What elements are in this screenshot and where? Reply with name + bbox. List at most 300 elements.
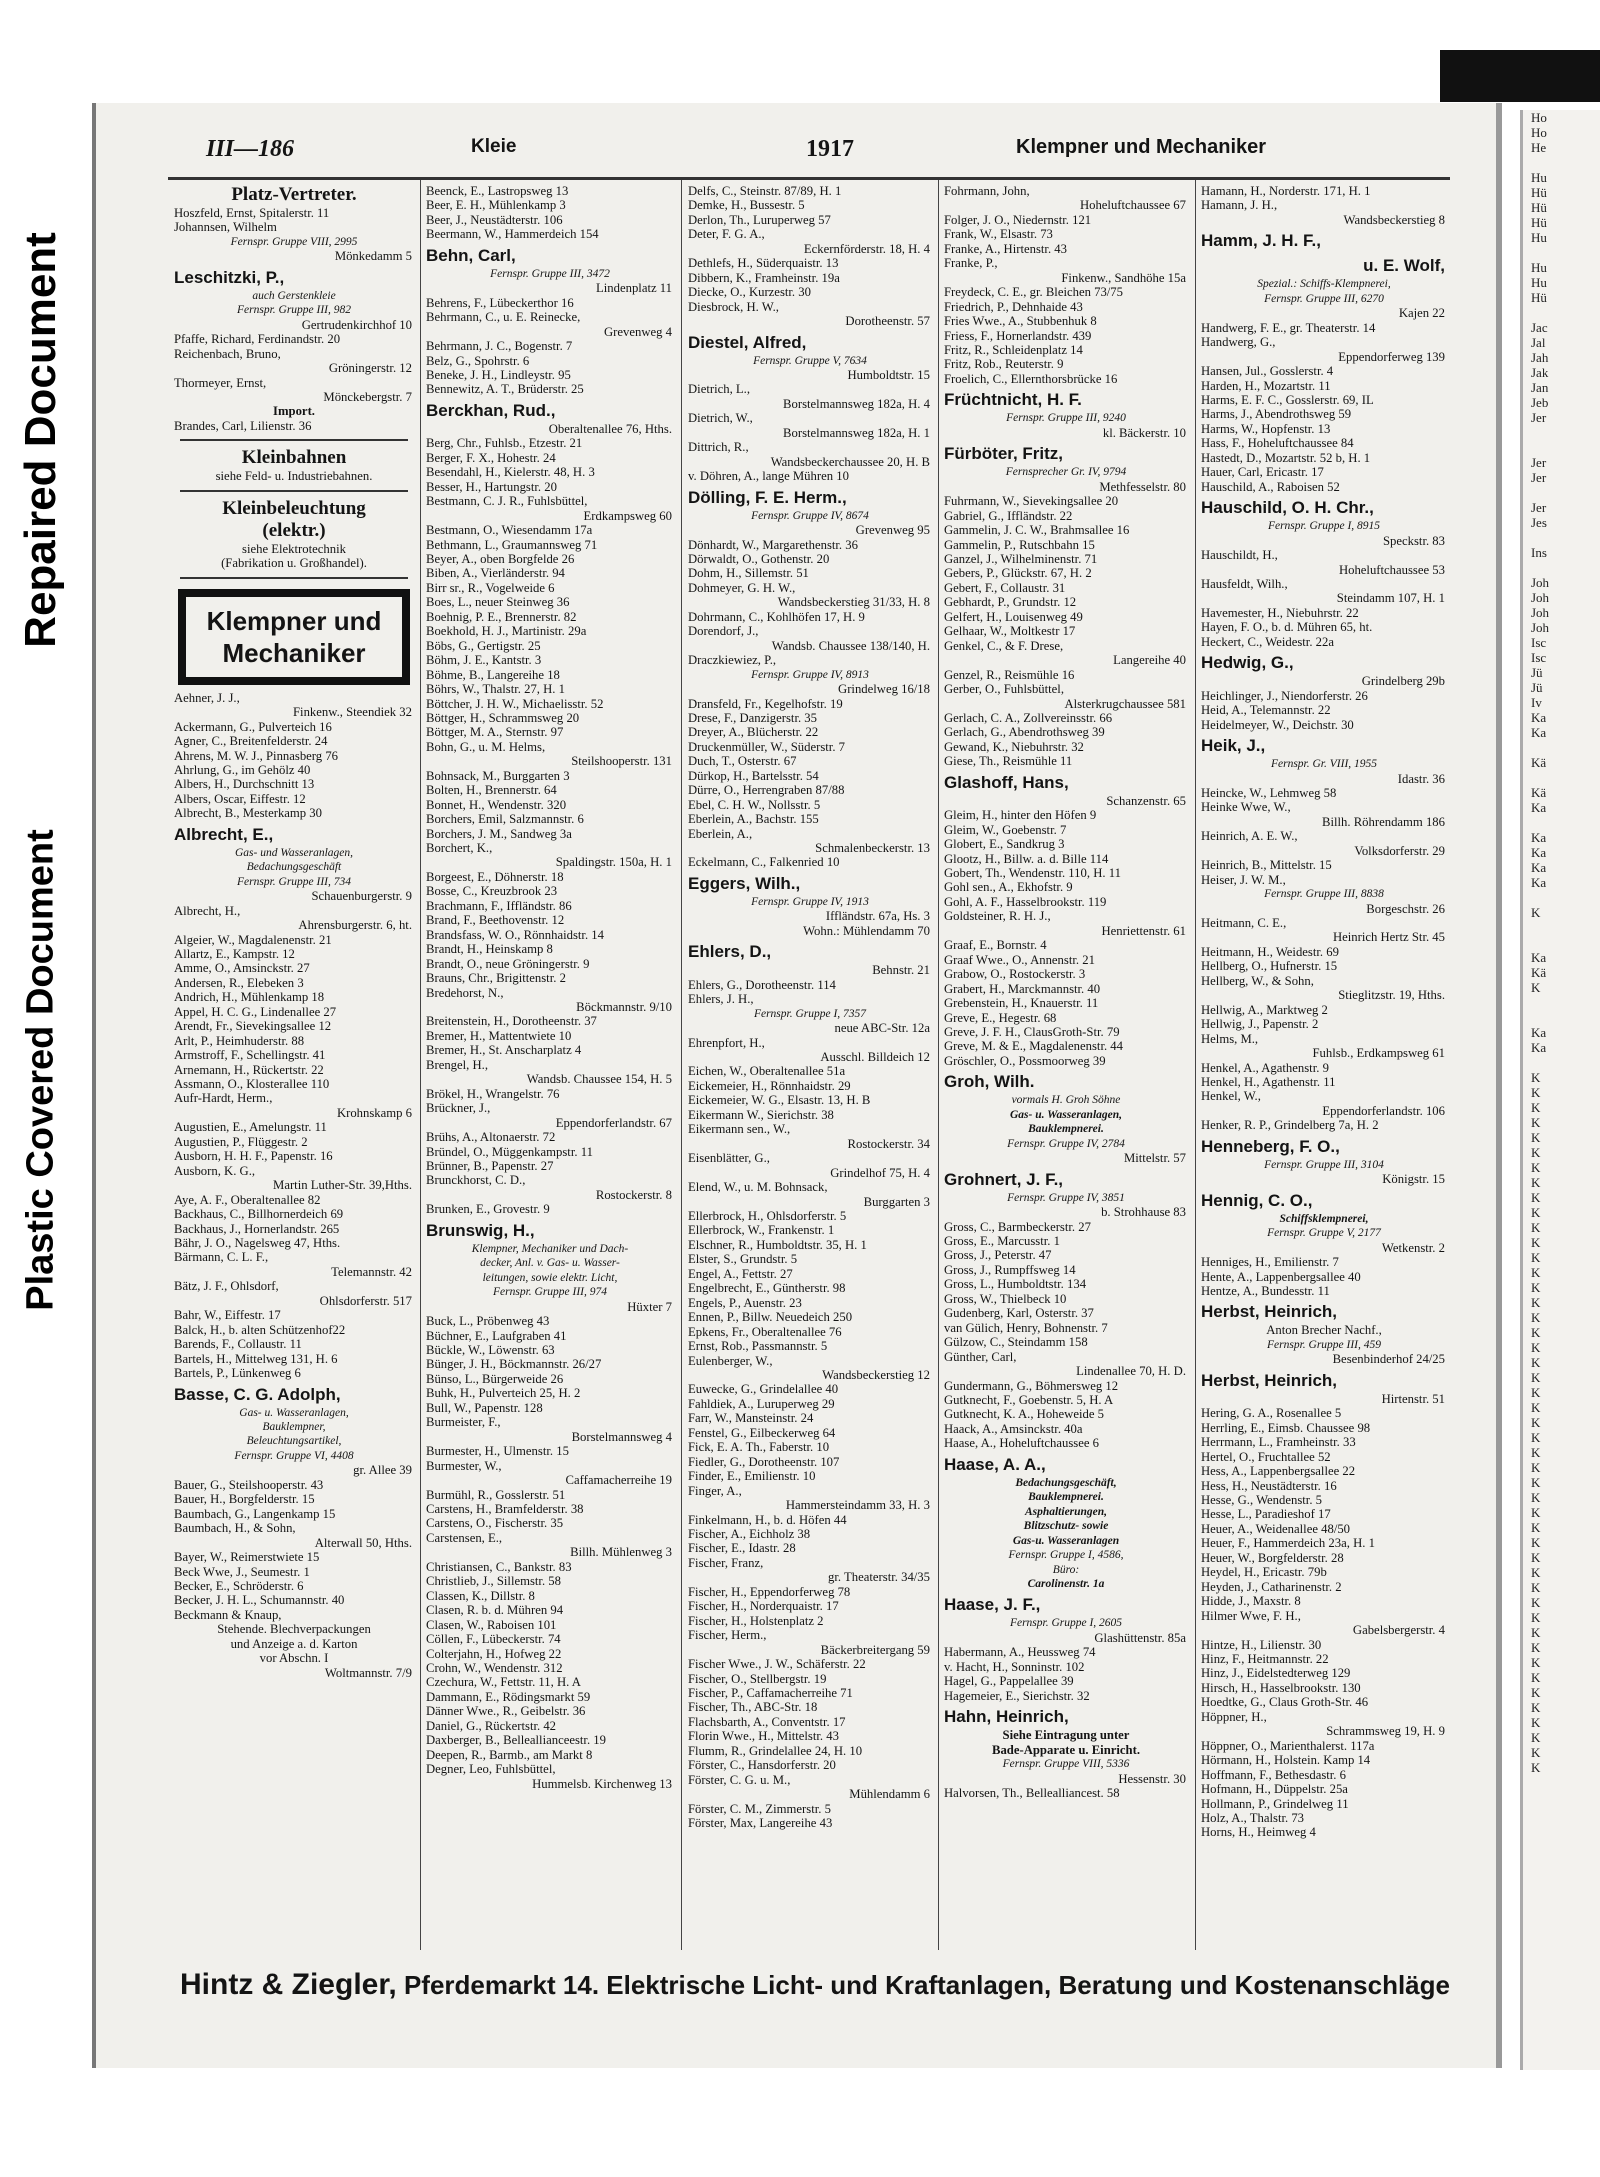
directory-entry: Brandes, Carl, Lilienstr. 36 (174, 418, 312, 433)
directory-entry: Brachmann, F., Iffländstr. 86 (426, 898, 572, 913)
directory-entry: Ernst, Rob., Passmannstr. 5 (688, 1339, 828, 1354)
directory-entry: Mühlendamm 6 (849, 1787, 930, 1802)
adjacent-page-fragment: Joh (1531, 605, 1550, 620)
directory-entry: Colterjahn, H., Hofweg 22 (426, 1646, 562, 1661)
directory-entry: Behrmann, C., u. E. Reinecke, (426, 310, 581, 325)
directory-entry: Hering, G. A., Rosenallee 5 (1201, 1406, 1342, 1421)
directory-entry: Brand, F., Beethovenstr. 12 (426, 913, 565, 928)
directory-entry: Fernspr. Gr. VIII, 1955 (1270, 758, 1378, 771)
directory-entry: Fernspr. Gruppe VI, 4408 (234, 1449, 354, 1462)
directory-entry: Friedrich, P., Dehnhaide 43 (944, 299, 1083, 314)
directory-entry: Harms, W., Hopfenstr. 13 (1201, 421, 1331, 436)
adjacent-page-fragment: Jü (1531, 665, 1543, 680)
adjacent-page-fragment: Ka (1531, 710, 1547, 725)
directory-entry: Fernspr. Gruppe III, 974 (492, 1286, 608, 1299)
directory-entry: Höppner, H., (1201, 1709, 1267, 1724)
directory-entry: siehe Feld- u. Industriebahnen. (215, 469, 373, 484)
directory-entry: Martin Luther-Str. 39,Hths. (273, 1178, 412, 1193)
directory-entry: Demke, H., Bussestr. 5 (688, 198, 805, 213)
directory-entry: Ellerbrock, H., Ohlsdorferstr. 5 (688, 1209, 847, 1223)
directory-entry: Bohn, G., u. M. Helms, (426, 739, 546, 754)
directory-entry: Aye, A. F., Oberaltenallee 82 (174, 1192, 321, 1207)
section-divider (180, 577, 408, 579)
directory-entry: Hörmann, H., Holstein. Kamp 14 (1201, 1753, 1371, 1768)
directory-entry: (Fabrikation u. Großhandel). (221, 556, 367, 571)
directory-entry: Deter, F. G. A., (688, 227, 765, 242)
directory-entry: Gabriel, G., Iffländstr. 22 (944, 508, 1073, 523)
directory-entry: Holz, A., Thalstr. 73 (1201, 1810, 1305, 1825)
directory-entry: Hamann, J. H., (1201, 198, 1278, 213)
directory-entry: Alterwall 50, Hths. (314, 1535, 412, 1550)
directory-entry: Hausfeldt, Wilh., (1201, 576, 1288, 591)
directory-entry: Besser, H., Hartungstr. 20 (426, 479, 557, 494)
directory-entry: Grebenstein, H., Knauerstr. 11 (944, 996, 1099, 1011)
directory-entry: Bauklempnerei. (1028, 1491, 1104, 1504)
directory-entry: Halvorsen, Th., Bellealliancest. 58 (944, 1785, 1120, 1800)
firm-name: Glashoff, Hans, (944, 772, 1069, 792)
directory-entry: Hollmann, P., Grindelweg 11 (1201, 1796, 1349, 1811)
directory-entry: Backhaus, J., Hornerlandstr. 265 (174, 1221, 340, 1236)
directory-entry: Höppner, O., Marienthalerst. 117a (1201, 1738, 1375, 1753)
firm-name: Albrecht, E., (174, 824, 274, 844)
adjacent-page-fragment: Iv (1531, 695, 1542, 710)
directory-entry: Gelhaar, W., Moltkestr 17 (944, 624, 1076, 639)
directory-entry: Fernspr. Gruppe IV, 1913 (751, 895, 869, 908)
directory-entry: Hinz, J., Eidelstedterweg 129 (1201, 1666, 1351, 1681)
directory-entry: Dorendorf, J., (688, 624, 759, 639)
directory-entry: Eppendorferlandstr. 106 (1322, 1103, 1445, 1118)
directory-column-5 (1201, 184, 1447, 1944)
directory-entry: Beer, E. H., Mühlenkamp 3 (426, 198, 566, 213)
directory-entry: Hertel, O., Fruchtallee 52 (1201, 1449, 1331, 1464)
directory-entry: Fernspr. Gruppe I, 7357 (753, 1007, 867, 1020)
directory-entry: Hesse, G., Wendenstr. 5 (1201, 1492, 1323, 1507)
directory-entry: Behrmann, J. C., Bogenstr. 7 (426, 339, 573, 354)
adjacent-page-fragment: K (1531, 1370, 1541, 1385)
adjacent-page-fragment: Hü (1531, 290, 1547, 305)
directory-entry: Ehlers, J. H., (688, 992, 754, 1007)
directory-entry: Wandsb. Chaussee 138/140, H. (771, 638, 930, 653)
directory-entry: Euwecke, G., Grindelallee 40 (688, 1382, 839, 1397)
directory-entry: Habermann, A., Heussweg 74 (944, 1645, 1096, 1660)
directory-entry: Draczkiewiez, P., (688, 653, 777, 668)
running-keyword: Kleie (471, 136, 517, 157)
directory-entry: Förster, C. M., Zimmerstr. 5 (688, 1801, 831, 1816)
adjacent-page-fragment: K (1531, 1700, 1541, 1715)
directory-entry: Bohnsack, M., Burggarten 3 (426, 768, 570, 783)
directory-entry: Gas- und Wasseranlagen, (234, 846, 354, 859)
directory-entry: Hirsch, H., Hasselbrookstr. 130 (1201, 1680, 1361, 1695)
directory-entry: Hoheluftchaussee 53 (1338, 562, 1445, 577)
adjacent-page-fragment: K (1531, 1070, 1541, 1085)
directory-entry: Allartz, E., Kampstr. 12 (174, 946, 295, 961)
directory-entry: Albrecht, B., Mesterkamp 30 (174, 806, 322, 821)
directory-entry: Gas- u. Wasseranlagen, (1009, 1108, 1123, 1121)
directory-entry: Freydeck, C. E., gr. Bleichen 73/75 (944, 285, 1123, 300)
directory-entry: Farr, W., Mansteinstr. 24 (688, 1411, 814, 1426)
directory-entry: Birr sr., R., Vogelweide 6 (426, 580, 555, 595)
adjacent-page-fragment: K (1531, 1655, 1541, 1670)
directory-entry: Baumbach, H., & Sohn, (174, 1521, 296, 1536)
directory-entry: Günther, Carl, (944, 1349, 1017, 1364)
directory-entry: v. Hacht, H., Sonninstr. 102 (944, 1659, 1085, 1674)
directory-entry: Helms, M., (1201, 1031, 1259, 1046)
directory-entry: Reichenbach, Bruno, (174, 346, 281, 361)
adjacent-page-fragment: K (1531, 1535, 1541, 1550)
adjacent-page-fragment: Jak (1531, 365, 1549, 380)
directory-entry: Gutknecht, K. A., Hoheweide 5 (944, 1407, 1104, 1422)
directory-entry: Ganzel, J., Wilhelminenstr. 71 (944, 551, 1098, 566)
directory-entry: Wetkenstr. 2 (1381, 1240, 1445, 1255)
directory-entry: Bestmann, O., Wiesendamm 17a (426, 523, 593, 538)
adjacent-page-fragment: Hu (1531, 230, 1547, 245)
directory-entry: Eberlein, A., Bachstr. 155 (688, 812, 819, 827)
directory-entry: Schanzenstr. 65 (1106, 793, 1186, 808)
directory-entry: Bartels, H., Mittelweg 131, H. 6 (174, 1351, 338, 1366)
directory-entry: Ahrens, M. W. J., Pinnasberg 76 (174, 748, 339, 763)
directory-entry: Gebert, F., Collaustr. 31 (944, 580, 1066, 595)
firm-name: Brunswig, H., (426, 1220, 535, 1240)
adjacent-page-fragment: Ka (1531, 800, 1547, 815)
directory-entry: Andersen, R., Elebeken 3 (174, 975, 304, 990)
directory-entry: Henkel, W., (1201, 1089, 1261, 1104)
firm-name: u. E. Wolf, (1363, 256, 1445, 276)
adjacent-page-fragment (1523, 425, 1600, 440)
directory-entry: Heinrich, A. E. W., (1201, 829, 1298, 844)
directory-entry: Brühs, A., Altonaerstr. 72 (426, 1130, 556, 1145)
directory-entry: Schmalenbeckerstr. 13 (815, 841, 930, 856)
directory-entry: Förster, C., Hansdorferstr. 20 (688, 1758, 836, 1773)
directory-entry: Bauklempnerei. (1028, 1123, 1104, 1136)
directory-entry: Greve, E., Hegestr. 68 (944, 1010, 1057, 1025)
directory-entry: Hamann, H., Norderstr. 171, H. 1 (1201, 184, 1371, 198)
directory-entry: Fernspr. Gruppe III, 3472 (490, 267, 610, 280)
directory-entry: Elschner, R., Humboldtstr. 35, H. 1 (688, 1237, 867, 1252)
directory-column-1 (174, 184, 414, 1944)
section-title: Klempner und Mechaniker (1016, 136, 1267, 158)
adjacent-page-fragment: K (1531, 1460, 1541, 1475)
adjacent-page-fragment: Joh (1531, 590, 1550, 605)
directory-entry: Greve, M. & E., Magdalenenstr. 44 (944, 1039, 1123, 1054)
directory-entry: Elend, W., u. M. Bohnsack, (688, 1180, 828, 1195)
firm-name: Heik, J., (1201, 736, 1266, 756)
header-rule (168, 177, 1450, 180)
directory-entry: Goldsteiner, R. H. J., (944, 909, 1051, 924)
adjacent-page-fragment: Joh (1531, 575, 1550, 590)
adjacent-page-fragment (1523, 890, 1600, 905)
directory-entry: Gobert, Th., Wendenstr. 110, H. 11 (944, 866, 1121, 881)
adjacent-page-fragment: K (1531, 1280, 1541, 1295)
directory-entry: Büchner, E., Laufgraben 41 (426, 1328, 567, 1343)
directory-entry: Eisenblätter, G., (688, 1151, 770, 1166)
directory-entry: Wandsbeckerstieg 8 (1343, 212, 1445, 227)
adjacent-page-fragment (1523, 935, 1600, 950)
directory-entry: Spezial.: Schiffs-Klempnerei, (1257, 278, 1391, 291)
directory-entry: Fischer, H., Holstenplatz 2 (688, 1613, 824, 1628)
footer-firm: Hintz & Ziegler, (180, 1968, 397, 2001)
directory-entry: Hoszfeld, Ernst, Spitalerstr. 11 (174, 206, 330, 220)
adjacent-page-fragment: Hü (1531, 200, 1547, 215)
directory-entry: Rostockerstr. 8 (595, 1187, 672, 1202)
directory-entry: Heuer, A., Weidenallee 48/50 (1201, 1521, 1351, 1536)
directory-entry: Gas- u. Wasseranlagen, (239, 1406, 349, 1419)
scan-edge-bar (1440, 50, 1600, 102)
directory-entry: Bedachungsgeschäft (246, 861, 342, 874)
firm-name: Eggers, Wilh., (688, 873, 801, 893)
directory-entry: Degner, Leo, Fuhlsbüttel, (426, 1762, 556, 1777)
adjacent-page-fragment: Hu (1531, 170, 1547, 185)
directory-entry: Gross, J., Rumpffsweg 14 (944, 1262, 1076, 1277)
directory-entry: Brandsfass, W. O., Rönnhaidstr. 14 (426, 927, 604, 942)
directory-entry: Fernspr. Gruppe IV, 8674 (751, 509, 869, 522)
adjacent-page-fragment: K (1531, 1145, 1541, 1160)
directory-entry: Bätz, J. F., Ohlsdorf, (174, 1279, 279, 1294)
directory-entry: Borstelmannsweg 4 (571, 1429, 672, 1444)
directory-entry: Handwerg, F. E., gr. Theaterstr. 14 (1201, 320, 1376, 335)
directory-entry: Czechura, W., Fettstr. 11, H. A (426, 1675, 581, 1690)
directory-entry: Boekhold, H. J., Martinistr. 29a (426, 624, 587, 639)
directory-entry: Heinrich, B., Mittelstr. 15 (1201, 858, 1332, 873)
directory-entry: Fernspr. Gruppe I, 4586, (1008, 1549, 1124, 1562)
column-divider (938, 180, 939, 1950)
directory-entry: Henriettenstr. 61 (1101, 923, 1186, 938)
directory-entry: Borchert, K., (426, 841, 493, 856)
directory-entry: Greve, J. F. H., ClausGroth-Str. 79 (944, 1025, 1120, 1040)
adjacent-page-fragment (1523, 485, 1600, 500)
directory-entry: Besendahl, H., Kielerstr. 48, H. 3 (426, 465, 595, 480)
directory-entry: Fischer, Th., ABC-Str. 18 (688, 1700, 818, 1715)
directory-entry: Engel, A., Fettstr. 27 (688, 1266, 793, 1281)
directory-entry: Gohl, A. F., Hasselbrookstr. 119 (944, 894, 1107, 909)
footer-text: Elektrische Licht- und Kraftanlagen, Beratung und Kostenanschläge (606, 1970, 1450, 2000)
directory-entry: Gohl sen., A., Ekhofstr. 9 (944, 880, 1073, 895)
adjacent-page-fragment: K (1531, 1205, 1541, 1220)
directory-entry: Finger, A., (688, 1483, 742, 1498)
directory-entry: Förster, Max, Langereihe 43 (688, 1816, 833, 1831)
directory-entry: Humboldtstr. 15 (847, 367, 930, 382)
directory-entry: Bauer, H., Borgfelderstr. 15 (174, 1492, 315, 1507)
directory-entry: vormals H. Groh Söhne (1011, 1094, 1121, 1107)
directory-entry: Fick, E. A. Th., Faberstr. 10 (688, 1440, 830, 1455)
directory-entry: Beleuchtungsartikel, (246, 1435, 342, 1448)
directory-entry: Arlt, P., Heimhuderstr. 88 (174, 1033, 305, 1048)
directory-entry: Heyden, J., Catharinenstr. 2 (1201, 1579, 1342, 1594)
directory-entry: Siehe Eintragung unter (1002, 1728, 1130, 1743)
directory-entry: Fahldiek, A., Luruperweg 29 (688, 1396, 835, 1411)
directory-entry: Heitmann, C. E., (1201, 916, 1287, 931)
directory-entry: Iffländstr. 67a, Hs. 3 (825, 909, 930, 924)
adjacent-page-fragment: Jes (1531, 515, 1547, 530)
adjacent-page-fragment: K (1531, 1385, 1541, 1400)
directory-entry: Hauschild, A., Raboisen 52 (1201, 479, 1340, 494)
directory-entry: Grevenweg 95 (855, 523, 930, 538)
directory-entry: Bremer, H., St. Anscharplatz 4 (426, 1043, 582, 1058)
adjacent-page-fragment: Ka (1531, 860, 1547, 875)
directory-entry: Bethmann, L., Graumannsweg 71 (426, 537, 598, 552)
adjacent-page-fragment (1523, 1055, 1600, 1070)
directory-entry: Carstens, O., Fischerstr. 35 (426, 1516, 564, 1531)
directory-entry: Fuhlsb., Erdkampsweg 61 (1312, 1046, 1445, 1061)
directory-entry: Bärmann, C. L. F., (174, 1250, 269, 1265)
directory-entry: Algeier, W., Magdalenenstr. 21 (174, 932, 332, 947)
directory-entry: Wandsbeckerstieg 12 (822, 1367, 930, 1382)
directory-entry: Genkel, C., & F. Drese, (944, 638, 1064, 653)
directory-entry: Ehrenpfort, H., (688, 1035, 765, 1050)
directory-entry: Lindenallee 70, H. D. (1076, 1364, 1186, 1379)
directory-entry: Gewand, K., Niebuhrstr. 32 (944, 739, 1084, 754)
directory-entry: Dohm, H., Sillemstr. 51 (688, 566, 809, 581)
directory-entry: Böbs, G., Gertigstr. 25 (426, 638, 541, 653)
directory-entry: b. Strohhause 83 (1101, 1205, 1186, 1220)
adjacent-page-fragment: K (1531, 1565, 1541, 1580)
directory-entry: Brandt, H., Heinskamp 8 (426, 942, 553, 957)
repaired-document-label: Repaired Document (16, 232, 65, 648)
directory-entry: Epkens, Fr., Oberaltenallee 76 (688, 1324, 842, 1339)
directory-entry: Fenstel, G., Eilbeckerweg 64 (688, 1425, 836, 1440)
adjacent-page-fragment: K (1531, 1445, 1541, 1460)
directory-entry: Becker, E., Schröderstr. 6 (174, 1578, 304, 1593)
adjacent-page-fragment: K (1531, 1760, 1541, 1775)
directory-entry: Handwerg, G., (1201, 335, 1276, 350)
directory-entry: Daniel, G., Rückertstr. 42 (426, 1718, 557, 1733)
directory-entry: Dürre, O., Herrengraben 87/88 (688, 783, 845, 798)
directory-entry: Steindamm 107, H. 1 (1336, 591, 1445, 606)
directory-entry: Biben, A., Vierländerstr. 94 (426, 566, 565, 581)
directory-entry: Grabow, O., Rostockerstr. 3 (944, 967, 1086, 982)
directory-entry: Armstroff, F., Schellingstr. 41 (174, 1048, 326, 1063)
firm-name: Diestel, Alfred, (688, 332, 807, 352)
directory-entry: Platz-Vertreter. (231, 184, 357, 205)
directory-entry: Fritz, R., Schleidenplatz 14 (944, 342, 1083, 357)
directory-entry: Import. (273, 404, 315, 419)
directory-entry: Dransfeld, Fr., Kegelhofstr. 19 (688, 696, 843, 711)
directory-entry: Fernsprecher Gr. IV, 9794 (1005, 466, 1127, 479)
directory-entry: Hidde, J., Maxstr. 8 (1201, 1594, 1301, 1609)
directory-entry: Glootz, H., Billw. a. d. Bille 114 (944, 851, 1109, 866)
directory-entry: Ausborn, K. G., (174, 1163, 256, 1178)
directory-entry: Brünner, B., Papenstr. 27 (426, 1159, 554, 1173)
directory-entry: Herrmann, L., Framheinstr. 33 (1201, 1435, 1356, 1450)
section-heading-line: Mechaniker (222, 637, 366, 668)
directory-entry: Heid, A., Telemannstr. 22 (1201, 703, 1331, 718)
directory-entry: Gelfert, H., Louisenweg 49 (944, 609, 1083, 624)
directory-entry: Bauer, G., Steilshooperstr. 43 (174, 1477, 324, 1492)
directory-entry: Dreyer, A., Blücherstr. 22 (688, 725, 819, 740)
directory-entry: Bayer, W., Reimerstwiete 15 (174, 1550, 320, 1565)
footer-address: Pferdemarkt 14. (403, 1970, 600, 2000)
directory-entry: Gülzow, C., Steindamm 158 (944, 1335, 1088, 1350)
adjacent-page-fragment: Jer (1531, 455, 1547, 470)
firm-name: Haase, A. A., (944, 1454, 1046, 1474)
adjacent-page-fragment (1523, 740, 1600, 755)
adjacent-page-fragment: K (1531, 1085, 1541, 1100)
directory-entry: Grevenweg 4 (604, 324, 672, 339)
adjacent-page-fragment: K (1531, 905, 1541, 920)
directory-entry: Asphaltierungen, (1024, 1505, 1108, 1518)
directory-entry: Fischer, H., Norderquaistr. 17 (688, 1599, 839, 1614)
adjacent-page-fragment: K (1531, 1625, 1541, 1640)
directory-entry: Bähr, J. O., Nagelsweg 47, Hths. (174, 1236, 341, 1251)
adjacent-page-fragment: K (1531, 1355, 1541, 1370)
directory-entry: Gross, W., Thielbeck 10 (944, 1291, 1067, 1306)
directory-entry: Ausborn, H. H. F., Papenstr. 16 (174, 1149, 333, 1164)
directory-entry: Böhm, J. E., Kantstr. 3 (426, 653, 542, 668)
directory-entry: Beenck, E., Lastropsweg 13 (426, 184, 569, 198)
directory-entry: Fritz, Rob., Reuterstr. 9 (944, 357, 1064, 372)
directory-entry: Mönckebergstr. 7 (323, 389, 412, 404)
directory-entry: Fernspr. Gruppe V, 7634 (753, 354, 867, 367)
directory-entry: Billh. Röhrendamm 186 (1322, 814, 1445, 829)
page-header (116, 136, 1506, 178)
adjacent-page-fragment: K (1531, 1130, 1541, 1145)
adjacent-page-fragment: Hu (1531, 275, 1547, 290)
directory-entry: Dietrich, L., (688, 382, 751, 397)
adjacent-page-fragment: K (1531, 1175, 1541, 1190)
directory-entry: vor Abschn. I (259, 1651, 329, 1666)
adjacent-page-fragment (1523, 155, 1600, 170)
directory-entry: Grindelhof 75, H. 4 (830, 1165, 930, 1180)
directory-entry: Carolinenstr. 1a (1027, 1577, 1105, 1590)
adjacent-page-fragment: Ka (1531, 950, 1547, 965)
adjacent-page-fragment: K (1531, 1745, 1541, 1760)
directory-entry: Augustien, P., Flüggestr. 2 (174, 1134, 308, 1149)
directory-entry: Behnstr. 21 (872, 963, 930, 978)
directory-entry: Böhme, B., Langereihe 18 (426, 667, 560, 682)
directory-entry: Bückle, W., Löwenstr. 63 (426, 1342, 555, 1357)
directory-entry: Büro: (1052, 1563, 1080, 1576)
directory-entry: Gleim, W., Goebenstr. 7 (944, 822, 1067, 837)
directory-entry: Förster, C. G. u. M., (688, 1772, 791, 1787)
directory-entry: Fernspr. Gruppe III, 9240 (1006, 412, 1126, 425)
adjacent-page-fragment: Jer (1531, 470, 1547, 485)
directory-entry: Harden, H., Mozartstr. 11 (1201, 378, 1331, 393)
plastic-covered-document-label: Plastic Covered Document (19, 829, 62, 1311)
directory-entry: Hinz, F., Heitmannstr. 22 (1201, 1651, 1329, 1666)
directory-entry: Frank, W., Elsastr. 73 (944, 227, 1053, 242)
directory-entry: Druckenmüller, W., Süderstr. 7 (688, 739, 846, 754)
adjacent-page-fragment: K (1531, 1640, 1541, 1655)
directory-entry: Genzel, R., Reismühle 16 (944, 667, 1075, 682)
directory-entry: Heuer, F., Hammerdeich 23a, H. 1 (1201, 1536, 1375, 1551)
directory-entry: Graaf, E., Bornstr. 4 (944, 938, 1047, 953)
directory-entry: Classen, K., Dillstr. 8 (426, 1588, 535, 1603)
directory-entry: Gerlach, C. A., Zollvereinsstr. 66 (944, 710, 1113, 725)
adjacent-page-fragment: Ka (1531, 875, 1547, 890)
directory-entry: Belz, G., Spohrstr. 6 (426, 353, 530, 368)
directory-entry: Fischer, A., Eichholz 38 (688, 1526, 811, 1541)
directory-entry: Fiedler, G., Dorotheenstr. 107 (688, 1454, 840, 1469)
adjacent-page-fragment: K (1531, 1325, 1541, 1340)
adjacent-page-fragment: K (1531, 1685, 1541, 1700)
directory-entry: Clasen, W., Raboisen 101 (426, 1617, 557, 1632)
adjacent-page-fragment: Jü (1531, 680, 1543, 695)
directory-entry: Fernspr. Gruppe III, 8838 (1264, 888, 1384, 901)
adjacent-page-fragment: K (1531, 1190, 1541, 1205)
directory-entry: Fischer, H., Eppendorferweg 78 (688, 1584, 851, 1599)
directory-entry: Hastedt, D., Mozartstr. 52 b, H. 1 (1201, 450, 1371, 465)
directory-entry: Boes, L., neuer Steinweg 36 (426, 595, 570, 610)
directory-entry: Burmühl, R., Gosslerstr. 51 (426, 1487, 566, 1502)
directory-entry: Hass, F., Hoheluftchaussee 84 (1201, 436, 1354, 451)
directory-entry: Wandsb. Chaussee 154, H. 5 (526, 1072, 672, 1087)
directory-entry: Ebel, C. H. W., Nollsstr. 5 (688, 797, 821, 812)
column-divider (1195, 180, 1196, 1950)
directory-entry: Barends, F., Collaustr. 11 (174, 1337, 302, 1352)
directory-entry: Buck, L., Pröbenweg 43 (426, 1314, 550, 1329)
directory-entry: Hellberg, W., & Sohn, (1201, 973, 1314, 988)
adjacent-page-fragment (1523, 995, 1600, 1010)
directory-entry: Pfaffe, Richard, Ferdinandstr. 20 (174, 332, 341, 347)
